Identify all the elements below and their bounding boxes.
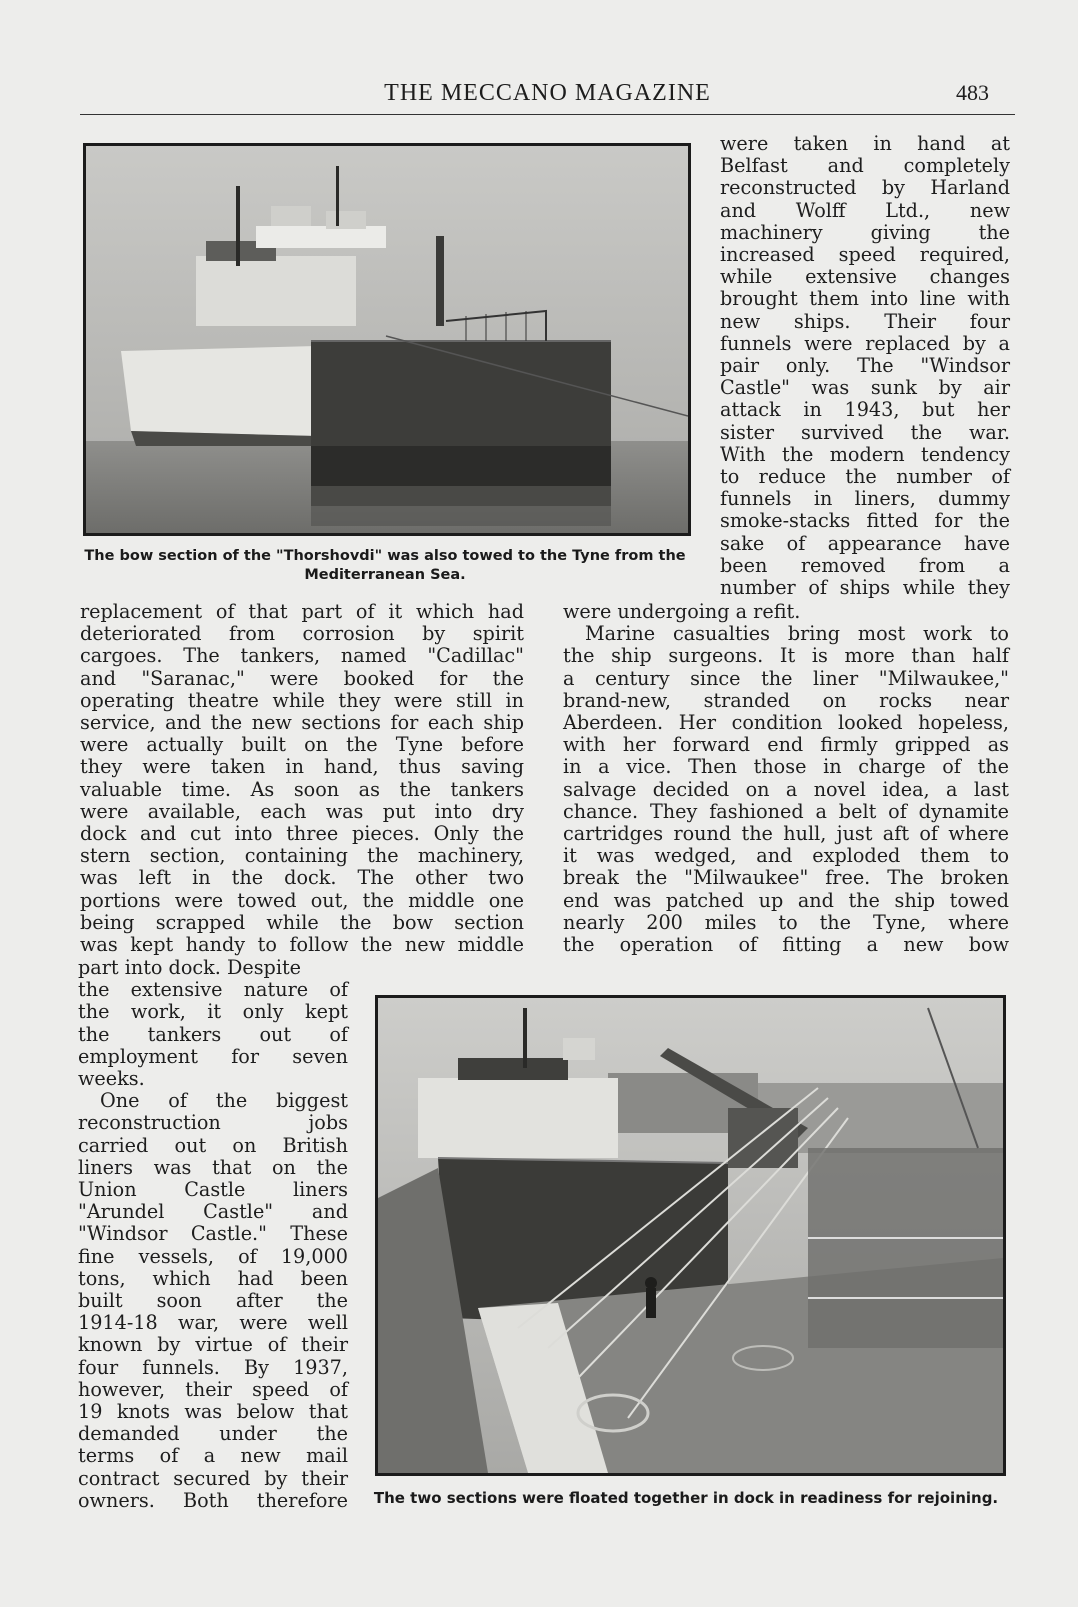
- page-number: 483: [956, 80, 989, 105]
- text-line: reconstructed by Harland: [720, 176, 1010, 200]
- text-line: 1914-18 war, were well: [78, 1311, 348, 1335]
- text-line: break the "Milwaukee" free. The broken: [563, 866, 1009, 890]
- text-line: was left in the dock. The other two: [80, 866, 524, 890]
- text-line: Belfast and completely: [720, 154, 1010, 178]
- text-line: employment for seven: [78, 1044, 348, 1068]
- text-line: were available, each was put into dry: [80, 799, 524, 823]
- text-line: it was wedged, and exploded them to: [563, 844, 1009, 868]
- caption-top: The bow section of the "Thorshovdi" was also towed to the Tyne from the Mediterranean Sea.: [84, 548, 686, 583]
- photo-bottom-image: [378, 998, 1003, 1473]
- text-line: built soon after the: [78, 1289, 348, 1313]
- text-line: with her forward end firmly gripped as: [563, 733, 1009, 757]
- text-line: the tankers out of: [78, 1022, 348, 1046]
- text-line: contract secured by their: [78, 1466, 348, 1490]
- text-line: carried out on British: [78, 1133, 348, 1157]
- text-column-left: [80, 601, 524, 956]
- text-line: smoke-stacks fitted for the: [720, 509, 1010, 533]
- text-line: was kept handy to follow the new middle: [80, 933, 524, 957]
- text-line: salvage decided on a novel idea, a last: [563, 777, 1009, 801]
- text-line: demanded under the: [78, 1422, 348, 1446]
- text-line: dock and cut into three pieces. Only the: [80, 822, 524, 846]
- text-line: to reduce the number of: [720, 465, 1010, 489]
- text-line: pair only. The "Windsor: [720, 354, 1010, 378]
- text-line: while extensive changes: [720, 265, 1010, 289]
- caption-bottom: The two sections were floated together in dock in readiness for rejoining.: [373, 1489, 999, 1507]
- text-column-right-mid: [563, 601, 1009, 956]
- text-line: known by virtue of their: [78, 1333, 348, 1357]
- text-line: being scrapped while the bow section: [80, 910, 524, 934]
- text-line: "Arundel Castle" and: [78, 1200, 348, 1224]
- text-line: and Wolff Ltd., new: [720, 198, 1010, 222]
- text-column-narrow: [78, 957, 348, 1512]
- magazine-title: THE MECCANO MAGAZINE: [384, 80, 711, 106]
- text-line: the extensive nature of: [78, 978, 348, 1002]
- text-line: number of ships while they: [720, 576, 1010, 600]
- text-line: funnels in liners, dummy: [720, 487, 1010, 511]
- text-line: funnels were replaced by a: [720, 331, 1010, 355]
- text-line: Marine casualties bring most work to: [585, 622, 1009, 646]
- text-line: increased speed required,: [720, 243, 1010, 267]
- text-line: new ships. Their four: [720, 309, 1010, 333]
- text-line: end was patched up and the ship towed: [563, 888, 1009, 912]
- text-line: the operation of fitting a new bow: [563, 933, 1009, 957]
- text-line: owners. Both therefore: [78, 1488, 348, 1512]
- text-line: deteriorated from corrosion by spirit: [80, 622, 524, 646]
- text-line: they were taken in hand, thus saving: [80, 755, 524, 779]
- text-line: were actually built on the Tyne before: [80, 733, 524, 757]
- text-line: Union Castle liners: [78, 1178, 348, 1202]
- text-line: operating theatre while they were still in: [80, 688, 524, 712]
- text-line: chance. They fashioned a belt of dynamite: [563, 799, 1009, 823]
- text-line: cargoes. The tankers, named "Cadillac": [80, 644, 524, 668]
- text-line: machinery giving the: [720, 220, 1010, 244]
- running-header: [80, 78, 1015, 115]
- text-line: weeks.: [78, 1067, 145, 1091]
- text-line: in a vice. Then those in charge of the: [563, 755, 1009, 779]
- text-line: nearly 200 miles to the Tyne, where: [563, 910, 1009, 934]
- text-line: attack in 1943, but her: [720, 398, 1010, 422]
- text-line: brought them into line with: [720, 287, 1010, 311]
- photo-top-image: [86, 146, 688, 533]
- text-line: the ship surgeons. It is more than half: [563, 644, 1009, 668]
- text-line: been removed from a: [720, 553, 1010, 577]
- photo-top: [83, 143, 691, 536]
- text-line: sister survived the war.: [720, 420, 1010, 444]
- text-line: part into dock. Despite: [78, 956, 302, 979]
- text-column-right-top: [720, 133, 1010, 599]
- text-line: the work, it only kept: [78, 1000, 348, 1024]
- text-line: four funnels. By 1937,: [78, 1355, 348, 1379]
- text-line: Aberdeen. Her condition looked hopeless,: [563, 711, 1009, 735]
- text-line: fine vessels, of 19,000: [78, 1244, 348, 1268]
- photo-bottom: [375, 995, 1006, 1476]
- text-line: stern section, containing the machinery,: [80, 844, 524, 868]
- text-line: however, their speed of: [78, 1377, 348, 1401]
- text-line: 19 knots was below that: [78, 1400, 348, 1424]
- text-line: were undergoing a refit.: [563, 600, 801, 623]
- text-line: portions were towed out, the middle one: [80, 888, 524, 912]
- text-line: service, and the new sections for each ship: [80, 711, 524, 735]
- text-line: Castle" was sunk by air: [720, 376, 1010, 400]
- text-line: a century since the liner "Milwaukee,": [563, 666, 1009, 690]
- text-line: and "Saranac," were booked for the: [80, 666, 524, 690]
- text-line: With the modern tendency: [720, 442, 1010, 466]
- text-line: sake of appearance have: [720, 531, 1010, 555]
- text-line: reconstruction jobs: [78, 1111, 348, 1135]
- text-line: liners was that on the: [78, 1155, 348, 1179]
- text-line: "Windsor Castle." These: [78, 1222, 348, 1246]
- text-line: brand-new, stranded on rocks near: [563, 688, 1009, 712]
- text-line: cartridges round the hull, just aft of where: [563, 822, 1009, 846]
- text-line: were taken in hand at: [720, 132, 1010, 155]
- text-line: terms of a new mail: [78, 1444, 348, 1468]
- text-line: valuable time. As soon as the tankers: [80, 777, 524, 801]
- text-line: replacement of that part of it which had: [80, 600, 524, 623]
- text-line: One of the biggest: [100, 1089, 348, 1113]
- text-line: tons, which had been: [78, 1266, 348, 1290]
